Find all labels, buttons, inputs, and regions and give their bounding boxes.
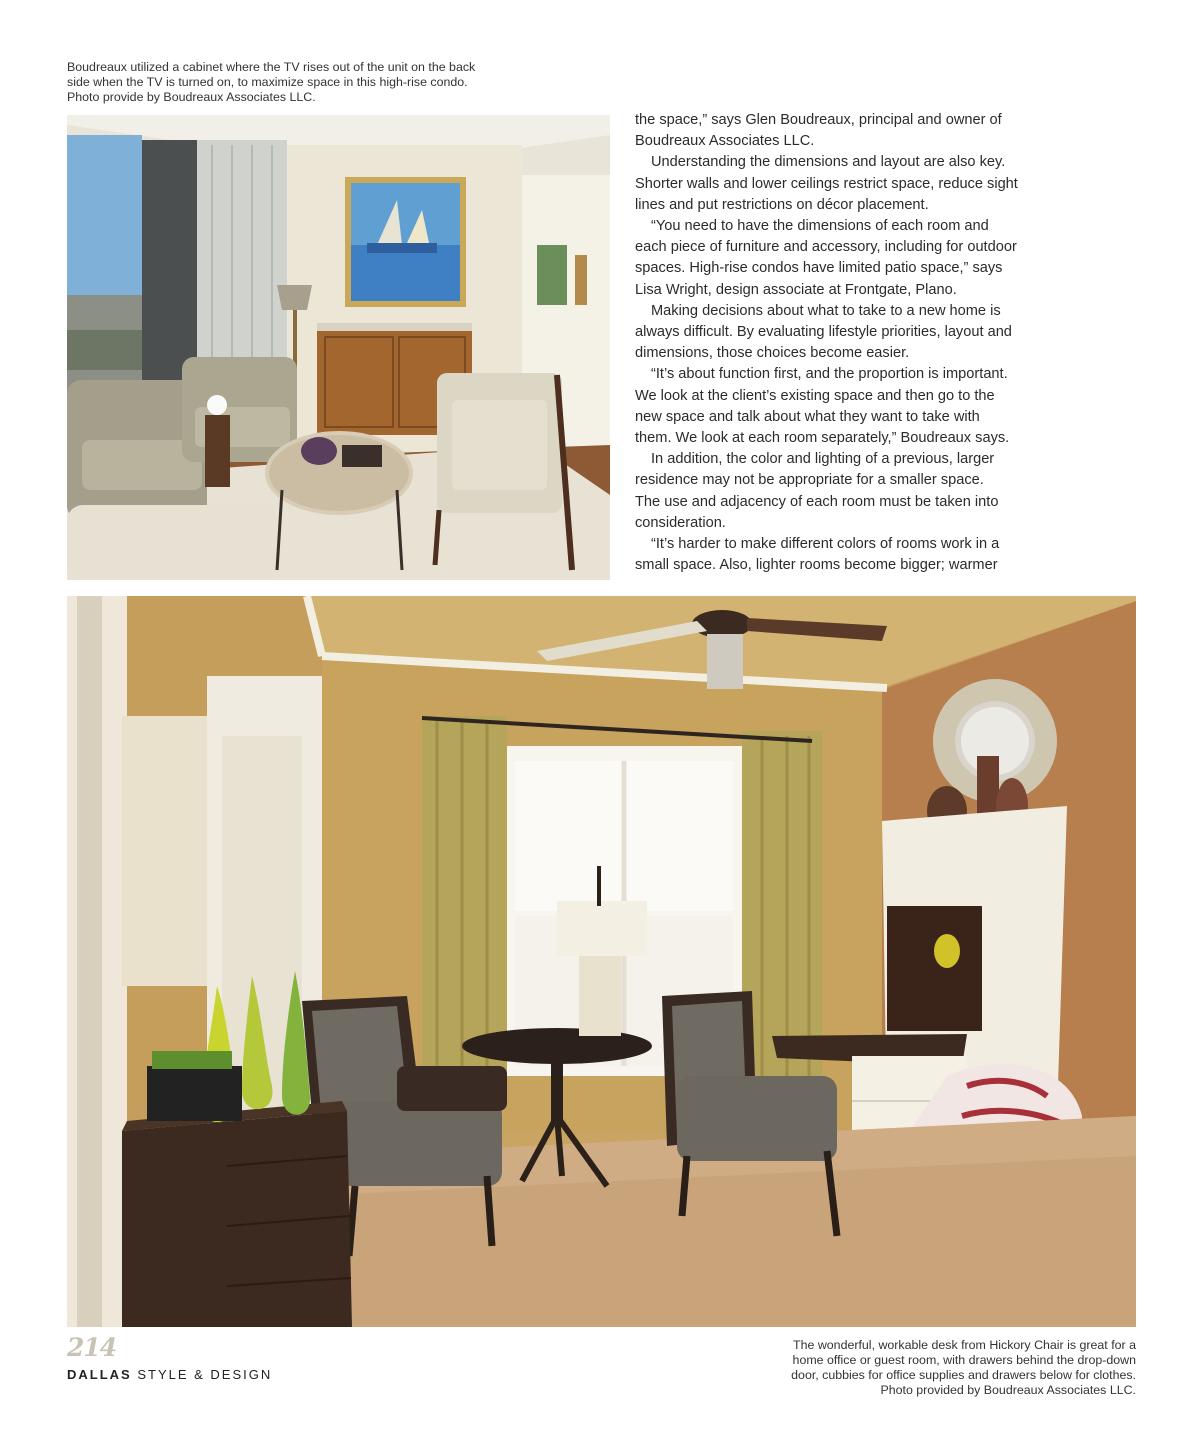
- caption-line: Photo provided by Boudreaux Associates LLC.: [880, 1383, 1136, 1397]
- article-line: small space. Also, lighter rooms become bigger; warmer: [635, 557, 998, 574]
- article-line: In addition, the color and lighting of a previous, larger: [651, 451, 995, 468]
- article-line: We look at the client’s existing space and then go to the: [635, 387, 995, 404]
- article-line: “It’s harder to make different colors of rooms work in a: [651, 536, 1000, 553]
- top-photo-caption: [67, 60, 537, 105]
- caption-line: Photo provide by Boudreaux Associates LLC.: [67, 90, 316, 104]
- magazine-title-rest: STYLE & DESIGN: [131, 1367, 273, 1382]
- article-line: Making decisions about what to take to a new home is: [651, 302, 1001, 319]
- article-line: always difficult. By evaluating lifestyle priorities, layout and: [635, 324, 1012, 341]
- article-line: dimensions, those choices become easier.: [635, 345, 910, 362]
- article-line: residence may not be appropriate for a smaller space.: [635, 472, 984, 489]
- article-line: Boudreaux Associates LLC.: [635, 133, 815, 150]
- caption-line: door, cubbies for office supplies and drawers below for clothes.: [791, 1368, 1136, 1382]
- page-number: 214: [67, 1333, 117, 1362]
- article-line: new space and talk about what they want to take with: [635, 408, 980, 425]
- article-line: Understanding the dimensions and layout are also key.: [651, 154, 1006, 171]
- home-office-photo: [67, 596, 1136, 1327]
- article-line: Lisa Wright, design associate at Frontgate, Plano.: [635, 281, 957, 298]
- caption-line: home office or guest room, with drawers behind the drop-down: [792, 1353, 1136, 1367]
- caption-line: side when the TV is turned on, to maximize space in this high-rise condo.: [67, 75, 468, 89]
- caption-line: The wonderful, workable desk from Hickory Chair is great for a: [793, 1338, 1136, 1352]
- caption-line: Boudreaux utilized a cabinet where the TV rises out of the unit on the back: [67, 60, 476, 74]
- magazine-title-city: DALLAS: [67, 1367, 132, 1382]
- condo-living-room-photo: [67, 115, 610, 580]
- article-line: “It’s about function first, and the proportion is important.: [651, 366, 1008, 383]
- article-line: the space,” says Glen Boudreaux, principal and owner of: [635, 112, 1002, 128]
- article-line: consideration.: [635, 514, 726, 531]
- article-line: “You need to have the dimensions of each room and: [651, 218, 989, 235]
- article-line: each piece of furniture and accessory, including for outdoor: [635, 239, 1017, 256]
- article-body: [635, 110, 1075, 576]
- article-line: spaces. High-rise condos have limited patio space,” says: [635, 260, 1003, 277]
- bottom-photo-caption: [696, 1338, 1136, 1398]
- article-line: them. We look at each room separately,” Boudreaux says.: [635, 430, 1010, 447]
- article-line: Shorter walls and lower ceilings restrict space, reduce sight: [635, 175, 1018, 192]
- magazine-title: [67, 1367, 272, 1382]
- article-line: lines and put restrictions on décor placement.: [635, 196, 929, 213]
- article-line: The use and adjacency of each room must be taken into: [635, 493, 999, 510]
